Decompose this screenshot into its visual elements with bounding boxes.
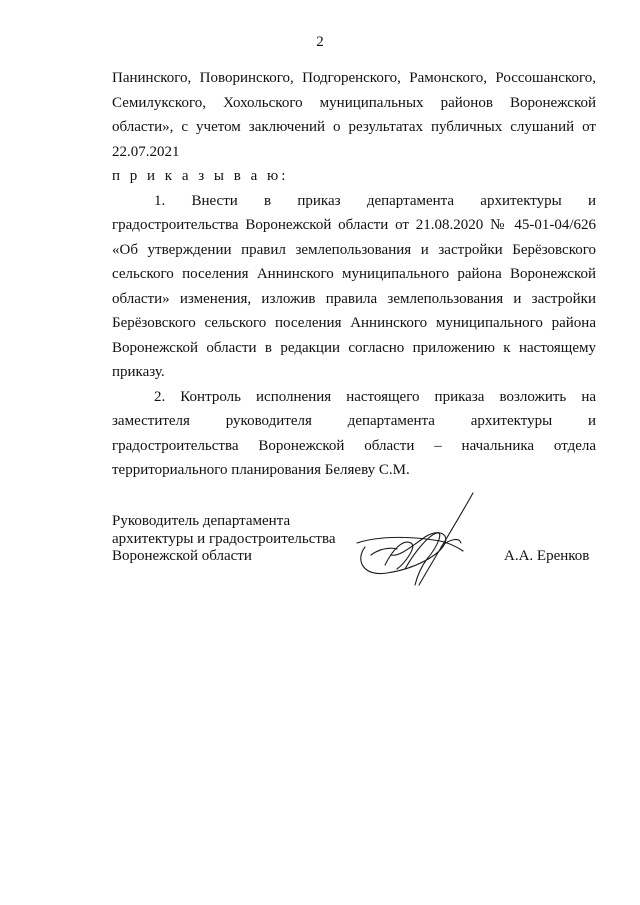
order-word: п р и к а з ы в а ю: xyxy=(112,168,289,184)
text-line: 2. Контроль исполнения настоящего приказа возложить на xyxy=(154,388,596,405)
text-line: Семилукского, Хохольского муниципальных районов Воронежской xyxy=(112,94,596,111)
signer-name: А.А. Еренков xyxy=(504,548,590,564)
text-line: сельского поселения Аннинского муниципального района Воронежской xyxy=(112,266,596,282)
handwritten-signature xyxy=(345,485,480,600)
signatory-title-line: Руководитель департамента xyxy=(112,513,291,529)
text-line: Панинского, Поворинского, Подгоренского, Рамонского, Россошанского, xyxy=(112,70,596,86)
text-line: «Об утверждении правил землепользования и застройки Берёзовского xyxy=(112,241,596,258)
order-body xyxy=(112,66,596,483)
text-line: градостроительства Воронежской области от 21.08.2020 № 45-01-04/626 xyxy=(112,217,596,233)
signatory-title-line: Воронежской области xyxy=(112,548,252,564)
text-line: 22.07.2021 xyxy=(112,143,180,160)
text-line: 1. Внести в приказ департамента архитектуры и xyxy=(154,192,596,209)
text-line: Берёзовского сельского поселения Аннинского муниципального района xyxy=(112,315,596,331)
signatory-title-line: архитектуры и градостроительства xyxy=(112,530,336,547)
text-line: территориального планирования Беляеву С.М. xyxy=(112,462,410,478)
text-line: градостроительства Воронежской области – начальника отдела xyxy=(112,437,596,454)
text-line: Воронежской области в редакции согласно приложению к настоящему xyxy=(112,339,596,356)
text-line: области» изменения, изложив правила землепользования и застройки xyxy=(112,290,596,307)
signatory-title xyxy=(112,513,372,566)
text-line: области», с учетом заключений о результатах публичных слушаний от xyxy=(112,119,596,135)
text-line: заместителя руководителя департамента архитектуры и xyxy=(112,413,596,429)
text-line: приказу. xyxy=(112,364,165,380)
page-number: 2 xyxy=(316,34,324,50)
